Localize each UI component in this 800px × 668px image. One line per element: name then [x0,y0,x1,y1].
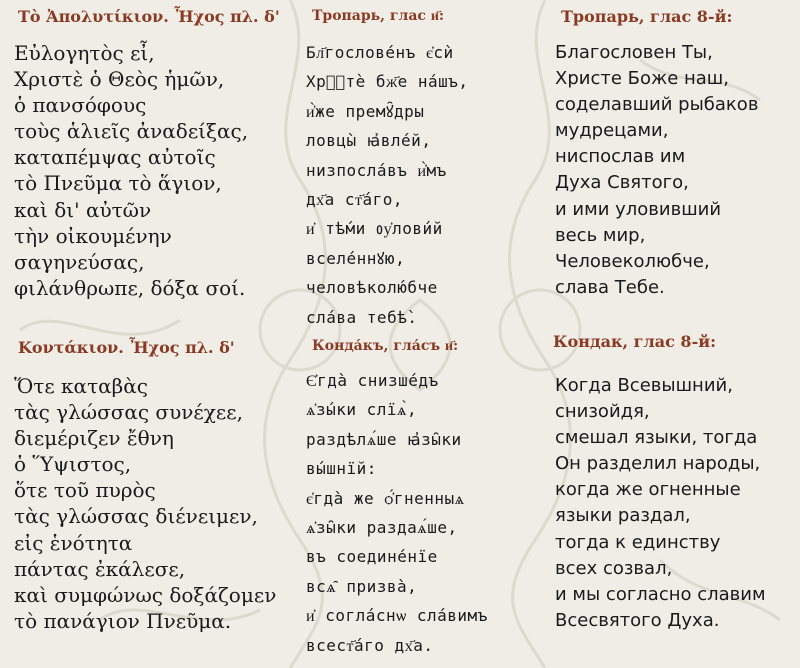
verse-line: φιλάνθρωπε, δόξα σοί. [14,275,246,300]
verse-line: Всесвятого Духа. [555,609,720,631]
verse-line: καὶ δι' αὐτῶν [14,197,152,222]
verse-line: Ὅτε καταβὰς [14,374,148,398]
verse-line: ниспослав им [555,146,686,168]
verse-line: ѧ҆зы̑ки раздаѧ́ше, [306,517,458,537]
slavonic-troparion-heading: Тропарь, глас и҃: [312,8,445,24]
russian-troparion-text [555,40,758,301]
verse-line: εἰς ἑνότητα [14,530,133,555]
verse-line: Χριστὲ ὁ Θεὸς ἡμῶν, [14,67,225,92]
verse-line: Бл҃гослове́нъ є҆сѝ [306,43,454,62]
verse-line: низпосла́въ и҆̀мъ [306,160,447,180]
russian-kontakion-heading: Кондак, глас 8-й: [553,332,716,351]
verse-line: ѧ҆зы́ки слїѧ̀, [306,400,418,420]
greek-troparion-text [14,40,248,301]
verse-line: τοὺς ἁλιεῖς ἀναδείξας, [14,119,249,144]
verse-line: сла́ва тебѣ̀. [306,307,418,327]
verse-line: мудрецами, [555,120,669,142]
verse-line: τὰς γλώσσας διένειμεν, [14,504,258,529]
verse-line: Человеколюбче, [555,250,710,272]
russian-troparion-heading: Тропарь, глас 8-й: [561,7,733,26]
verse-line: и҆ согла́снѡ сла́вимъ [306,606,488,626]
verse-line: ловцы̀ ꙗ҆вле́й, [306,131,432,151]
verse-line: Духа Святого, [555,172,689,194]
verse-line: соделавший рыбаков [555,94,759,116]
verse-line: διεμέριζεν ἔθνη [14,426,174,451]
verse-line: ὁ Ὕψιστος, [14,452,132,477]
verse-line: Когда Всевышний, [555,375,733,396]
verse-line: Хрⷭ҇тѐ бж҃е на́шъ, [306,72,469,92]
verse-line: смешал языки, тогда [555,427,758,449]
verse-line: человѣколю́бче [306,278,438,298]
verse-line: τὰς γλώσσας συνέχεε, [14,400,243,425]
verse-line: въ соедине́нїе [306,547,438,567]
verse-line: тогда к единству [555,531,721,553]
verse-line: когда же огненные [555,479,741,501]
verse-line: τὸ Πνεῦμα τὸ ἅγιον, [14,171,222,196]
verse-line: и҆̀же премꙋ̑дры [306,101,425,121]
verse-line: Христе Боже наш, [555,68,729,90]
verse-line: и мы согласно славим [555,583,766,605]
slavonic-kontakion-text [306,366,488,660]
verse-line: и ими уловивший [555,198,722,220]
verse-line: всест҃а́го дх҃а. [306,635,434,655]
verse-line: весь мир, [555,224,646,246]
slavonic-kontakion-heading: Конда́къ, гла́съ и҃: [312,338,459,354]
verse-line: Благословен Ты, [555,42,713,63]
verse-line: и҆ тѣ́ми ᲂу҆лови́й [306,219,443,239]
slavonic-troparion-text [306,38,469,332]
verse-line: раздѣлѧ́ше ꙗ҆зы̑ки [306,429,462,449]
verse-line: є҆гда̀ же ѻ҆́гненныѧ [306,488,465,508]
verse-line: ὁ πανσόφους [14,93,147,118]
verse-line: καταπέμψας αὐτοῖς [14,145,216,170]
verse-line: ὅτε τοῦ πυρὸς [14,478,156,503]
verse-line: Εὐλογητὸς εἶ, [14,41,155,65]
verse-line: вы́шнїй: [306,459,377,479]
verse-line: снизойдя, [555,401,650,423]
verse-line: всех созвал, [555,557,673,579]
greek-kontakion-text [14,373,276,634]
verse-line: вселе́ннꙋю, [306,248,406,268]
verse-line: всѧ̑ призва̀, [306,576,418,596]
verse-line: слава Тебе. [555,276,665,298]
verse-line: языки раздал, [555,505,691,527]
verse-line: дх҃а ст҃а́го, [306,189,404,209]
verse-line: καὶ συμφώνως δοξάζομεν [14,582,277,607]
verse-line: Он разделил народы, [555,453,761,475]
verse-line: πάντας ἐκάλεσε, [14,556,186,581]
verse-line: Є҆гда̀ снизше́дъ [306,371,439,390]
verse-line: τὸ πανάγιον Πνεῦμα. [14,608,232,633]
russian-kontakion-text [555,373,766,634]
greek-kontakion-heading: Κοντάκιον. Ἦχος πλ. δ' [18,338,235,357]
greek-troparion-heading: Τὸ Ἀπολυτίκιον. Ἦχος πλ. δ' [18,7,280,26]
verse-line: σαγηνεύσας, [14,249,145,274]
verse-line: τὴν οἰκουμένην [14,223,172,248]
